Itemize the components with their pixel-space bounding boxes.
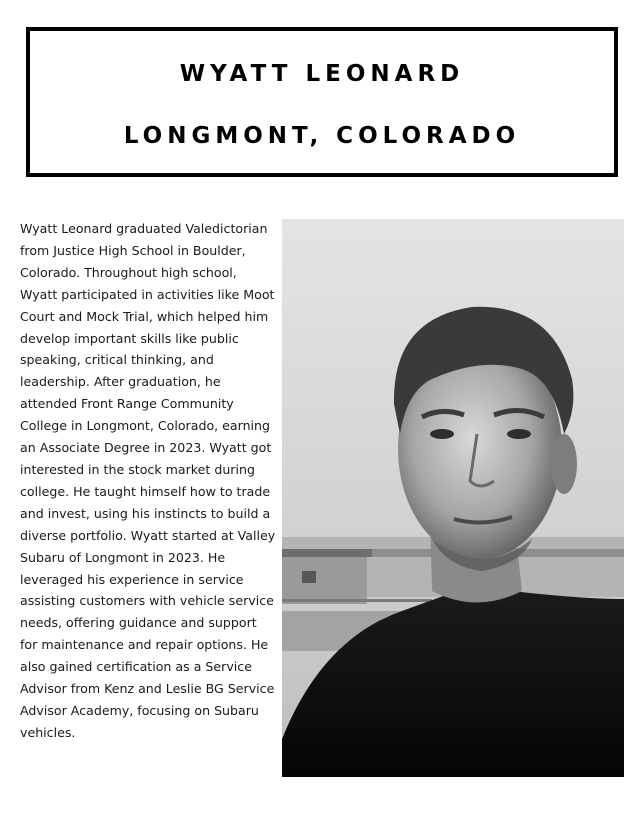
portrait-photo	[282, 219, 624, 777]
portrait-illustration	[282, 219, 624, 777]
bio-paragraph: Wyatt Leonard graduated Valedictorian from Justice High School in Boulder, Colorado. Throughout high school, Wyatt participated in activities like Moot Court and Mock Trial, which helped him develop important skills like public speaking, critical thinking, and leadership. After graduation, he attended Front Range Community College in Longmont, Colorado, earning an Associate Degree in 2023. Wyatt got interested in the stock market during college. He taught himself how to trade and invest, using his instincts to build a diverse portfolio. Wyatt started at Valley Subaru of Longmont in 2023. He leveraged his experience in service assisting customers with vehicle service needs, offering guidance and support for maintenance and repair options. He also gained certification as a Service Advisor from Kenz and Leslie BG Service Advisor Academy, focusing on Subaru vehicles.	[20, 221, 276, 740]
location-title: LONGMONT, COLORADO	[123, 123, 521, 149]
header-box	[26, 27, 618, 177]
person-name: WYATT LEONARD	[179, 61, 465, 87]
